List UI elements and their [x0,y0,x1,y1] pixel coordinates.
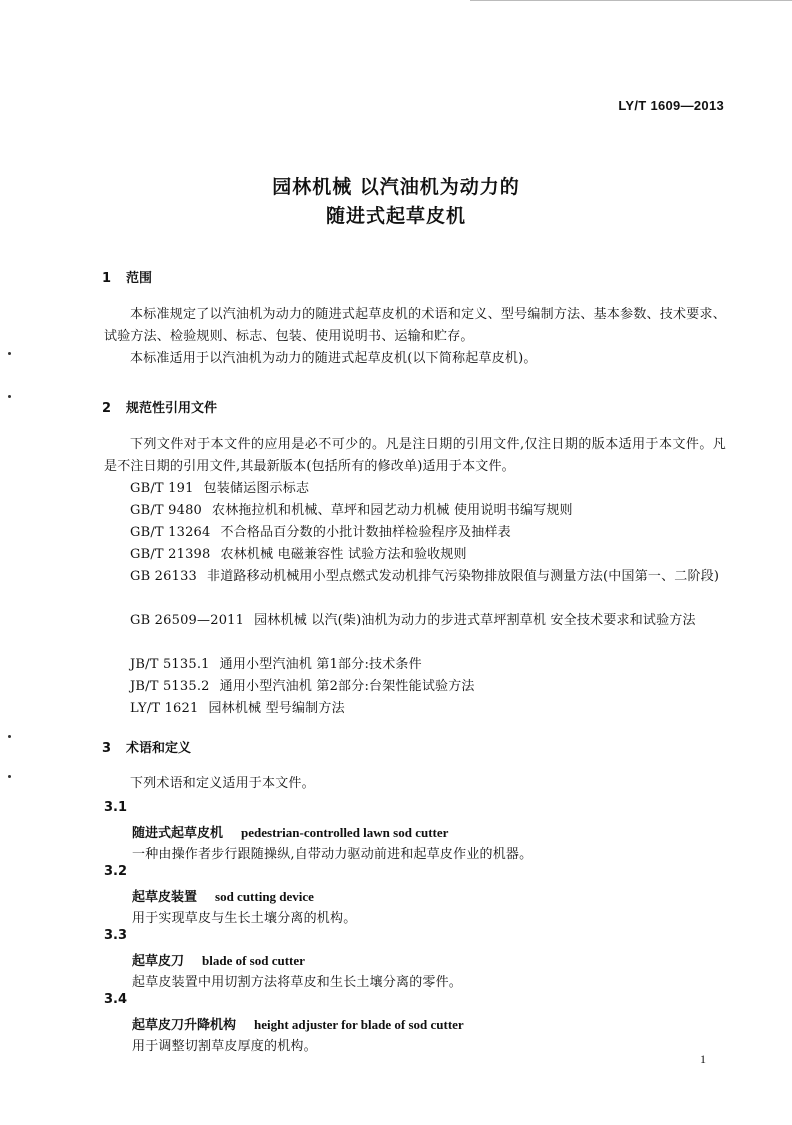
term-chinese: 随进式起草皮机 [132,826,224,841]
reference-title: 园林机械 型号编制方法 [208,701,345,716]
reference-code: GB/T 21398 [130,547,211,562]
paragraph: 下列文件对于本文件的应用是必不可少的。凡是注日期的引用文件,仅注日期的版本适用于本文件。凡是不注日期的引用文件,其最新版本(包括所有的修改单)适用于本文件。 [104,437,726,474]
term-chinese: 起草皮刀升降机构 [132,1018,237,1033]
section-title: 规范性引用文件 [126,401,218,416]
reference-item [104,500,726,522]
term-number: 3.3 [104,928,128,943]
reference-code: GB/T 9480 [130,503,203,518]
paragraph: 本标准规定了以汽油机为动力的随进式起草皮机的术语和定义、型号编制方法、基本参数、技术要求、试验方法、检验规则、标志、包装、使用说明书、运输和贮存。 [104,307,726,344]
reference-code: LY/T 1621 [130,701,199,716]
reference-title: 通用小型汽油机 第2部分:台架性能试验方法 [219,679,475,694]
reference-code: GB/T 191 [130,481,194,496]
reference-code: JB/T 5135.2 [130,679,210,694]
reference-title: 农林机械 电磁兼容性 试验方法和验收规则 [220,547,467,562]
reference-item [104,676,726,698]
section-1-heading [102,267,152,286]
term-heading [132,1014,464,1033]
term-number: 3.2 [104,864,128,879]
page-title-line-2: 随进式起草皮机 [325,205,466,227]
reference-code: GB 26509—2011 [130,613,245,628]
reference-code: GB/T 13264 [130,525,211,540]
section-title: 范围 [126,271,153,286]
reference-item [104,544,726,566]
term-definition: 用于调整切割草皮厚度的机构。 [132,1039,317,1054]
reference-title: 通用小型汽油机 第1部分:技术条件 [219,657,422,672]
term-number: 3.4 [104,992,128,1007]
scan-speck [8,735,11,738]
reference-item [104,478,726,500]
page-number: 1 [700,1052,706,1066]
reference-item [104,522,726,544]
reference-title: 园林机械 以汽(柴)油机为动力的步进式草坪割草机 安全技术要求和试验方法 [254,613,696,628]
section-number: 2 [102,401,112,416]
page-title-line-1: 园林机械 以汽油机为动力的 [272,176,520,198]
reference-item [104,654,726,676]
reference-title: 农林拖拉机和机械、草坪和园艺动力机械 使用说明书编写规则 [212,503,573,518]
document-code: LY/T 1609—2013 [618,98,724,113]
scan-speck [8,395,11,398]
section-number: 1 [102,271,112,286]
reference-code: GB 26133 [130,569,198,584]
reference-title: 包装储运图示标志 [203,481,310,496]
term-heading [132,950,305,969]
section-3-heading [102,737,191,756]
term-chinese: 起草皮装置 [132,890,198,905]
reference-item [104,610,726,632]
section-number: 3 [102,741,112,756]
scan-edge-line [470,0,792,1]
reference-code: JB/T 5135.1 [130,657,210,672]
reference-title: 非道路移动机械用小型点燃式发动机排气污染物排放限值与测量方法(中国第一、二阶段) [207,569,720,584]
section-2-heading [102,397,217,416]
term-definition: 起草皮装置中用切割方法将草皮和生长土壤分离的零件。 [132,975,463,990]
scan-speck [8,775,11,778]
term-chinese: 起草皮刀 [132,954,185,969]
term-number: 3.1 [104,800,128,815]
reference-item [104,698,726,720]
section-title: 术语和定义 [126,741,192,756]
paragraph: 下列术语和定义适用于本文件。 [130,776,315,791]
term-heading [132,822,448,841]
term-definition: 用于实现草皮与生长土壤分离的机构。 [132,911,357,926]
scan-speck [8,352,11,355]
term-english: pedestrian-controlled lawn sod cutter [241,825,449,840]
reference-title: 不合格品百分数的小批计数抽样检验程序及抽样表 [220,525,511,540]
reference-item [104,566,726,588]
term-english: sod cutting device [215,889,314,904]
term-definition: 一种由操作者步行跟随操纵,自带动力驱动前进和起草皮作业的机器。 [132,847,533,862]
term-english: blade of sod cutter [202,953,305,968]
term-heading [132,886,314,905]
paragraph: 本标准适用于以汽油机为动力的随进式起草皮机(以下简称起草皮机)。 [130,351,537,366]
term-english: height adjuster for blade of sod cutter [254,1017,464,1032]
